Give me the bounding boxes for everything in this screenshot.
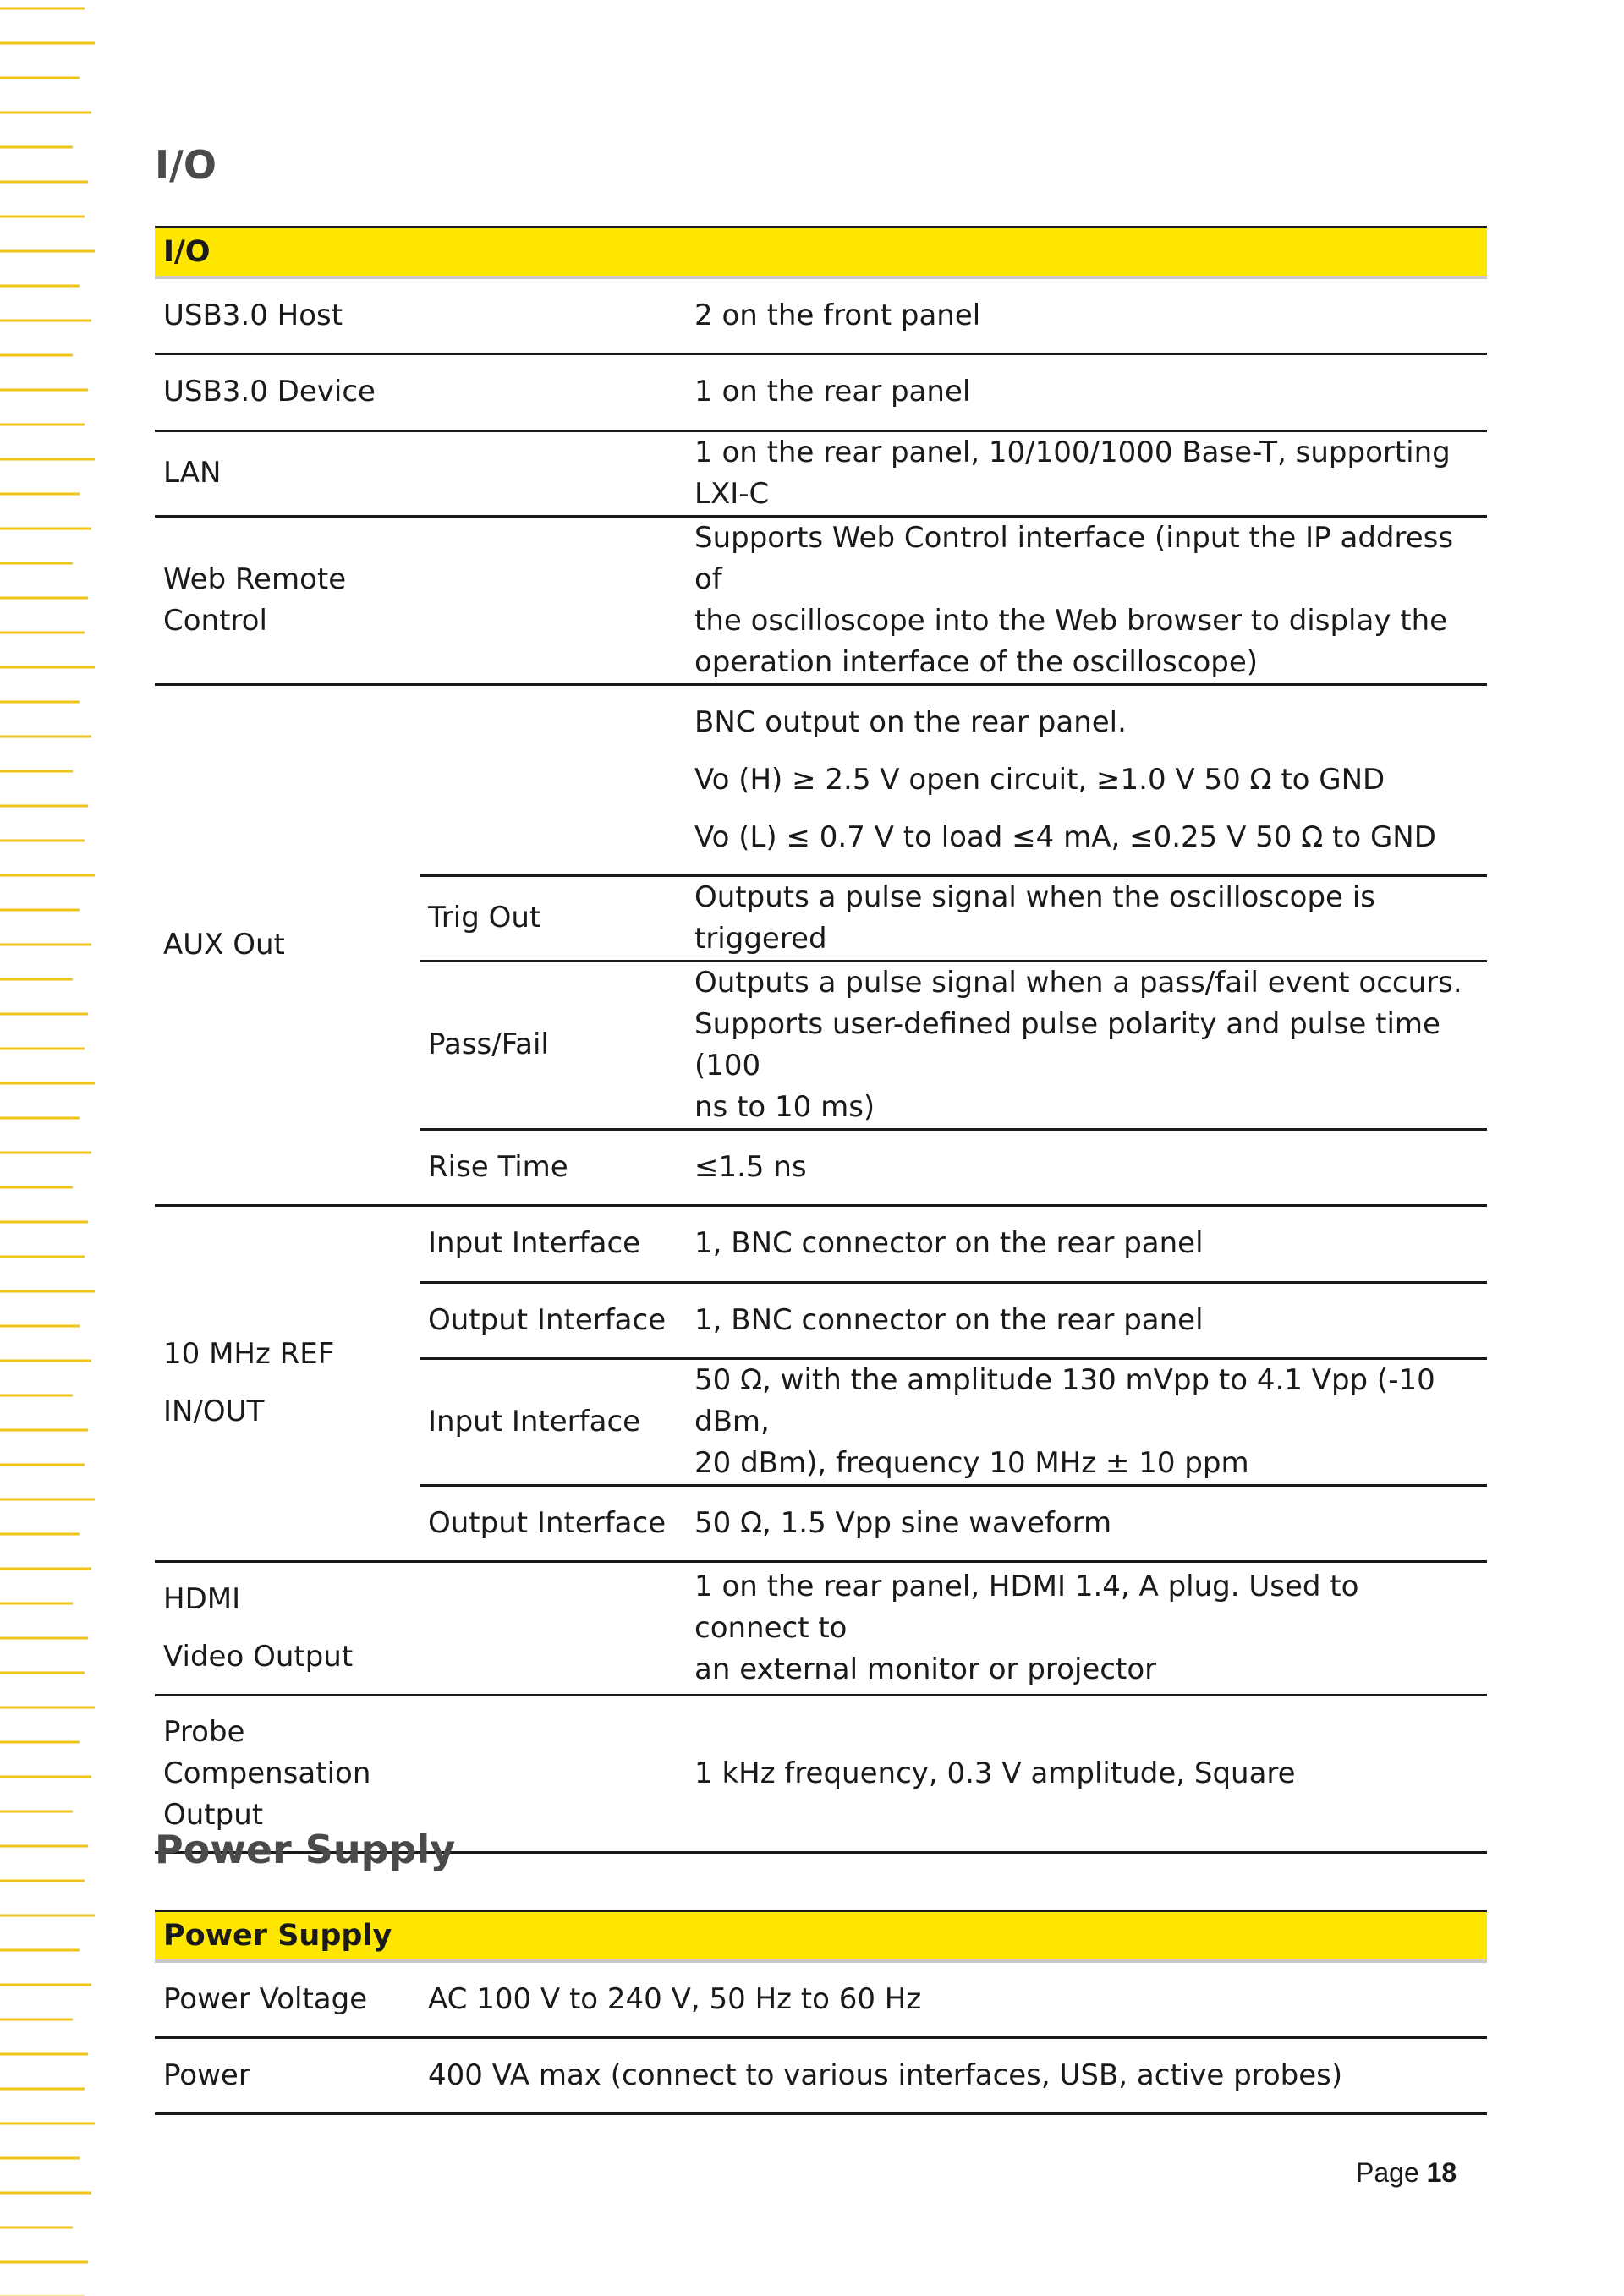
spec-value-line: BNC output on the rear panel.: [694, 704, 1127, 739]
spec-value-line: the oscilloscope into the Web browser to display the: [694, 603, 1448, 638]
spec-value-line: an external monitor or projector: [694, 1652, 1157, 1686]
spec-value: 50 Ω, 1.5 Vpp sine waveform: [686, 1485, 1487, 1561]
spec-value: 1 on the rear panel, 10/100/1000 Base-T, supporting LXI-C: [686, 430, 1487, 516]
spec-value: 1 on the rear panel: [686, 353, 1487, 430]
spec-value-line: operation interface of the oscilloscope): [694, 644, 1259, 679]
spec-value: ≤1.5 ns: [686, 1129, 1487, 1205]
spec-value-line: Supports Web Control interface (input the IP address of: [694, 520, 1454, 596]
spec-label: USB3.0 Host: [155, 277, 686, 353]
spec-label-line: Control: [163, 603, 267, 638]
spec-value-line: Outputs a pulse signal when a pass/fail event occurs.: [694, 965, 1462, 1000]
spec-label-line: 10 MHz REF: [163, 1337, 335, 1371]
spec-value: [686, 1358, 1487, 1485]
spec-sublabel: Output Interface: [420, 1282, 686, 1358]
spec-label-line: IN/OUT: [163, 1395, 265, 1428]
spec-label-aux-out: AUX Out: [155, 684, 420, 1205]
spec-sublabel: Input Interface: [420, 1205, 686, 1282]
spec-value: AC 100 V to 240 V, 50 Hz to 60 Hz: [420, 1961, 1487, 2037]
spec-sublabel: [420, 684, 686, 875]
spec-sublabel: Rise Time: [420, 1129, 686, 1205]
power-section-heading: Power Supply: [155, 1827, 456, 1872]
spec-label: Power Voltage: [155, 1961, 420, 2037]
power-spec-table: [155, 1910, 1487, 2115]
spec-value: [686, 961, 1487, 1129]
spec-value-line: 50 Ω, with the amplitude 130 mVpp to 4.1 Vpp (-10 dBm,: [694, 1362, 1435, 1438]
io-section-heading: I/O: [155, 142, 217, 188]
spec-label-line: Compensation: [163, 1756, 371, 1790]
spec-sublabel: Pass/Fail: [420, 961, 686, 1129]
table-row: [155, 1205, 1487, 1282]
spec-label-line: Video Output: [163, 1639, 354, 1674]
spec-value: [686, 516, 1487, 684]
spec-label: [155, 516, 686, 684]
page-number-value: 18: [1426, 2157, 1457, 2188]
spec-value-line: 1 on the rear panel, HDMI 1.4, A plug. Used to connect to: [694, 1569, 1359, 1645]
page-number: [1356, 2157, 1457, 2189]
spec-value: 400 VA max (connect to various interfaces, USB, active probes): [420, 2037, 1487, 2113]
io-spec-table: [155, 226, 1487, 1854]
io-table-header-row: [155, 227, 1487, 278]
spec-label: USB3.0 Device: [155, 353, 686, 430]
table-row: [155, 516, 1487, 684]
decorative-side-lines: [0, 0, 97, 2296]
spec-label-line: Output: [163, 1797, 264, 1832]
spec-value-line: Vo (H) ≥ 2.5 V open circuit, ≥1.0 V 50 Ω to GND: [694, 762, 1385, 797]
table-row: [155, 353, 1487, 430]
spec-value: 1, BNC connector on the rear panel: [686, 1205, 1487, 1282]
spec-value-line: 20 dBm), frequency 10 MHz ± 10 ppm: [694, 1445, 1249, 1480]
page-label: Page: [1356, 2157, 1419, 2188]
spec-label-line: HDMI: [163, 1581, 241, 1616]
spec-sublabel: Output Interface: [420, 1485, 686, 1561]
spec-label-line: Probe: [163, 1714, 245, 1749]
table-row: [155, 2037, 1487, 2113]
spec-value-line: Supports user-defined pulse polarity and pulse time (100: [694, 1006, 1440, 1082]
power-table-header: Power Supply: [155, 1911, 1487, 1962]
table-row: [155, 1961, 1487, 2037]
spec-sublabel: Trig Out: [420, 875, 686, 961]
spec-label: Power: [155, 2037, 420, 2113]
spec-label: LAN: [155, 430, 686, 516]
table-row: [155, 277, 1487, 353]
spec-label-line: Web Remote: [163, 562, 347, 596]
spec-value: [686, 684, 1487, 875]
spec-value: 1, BNC connector on the rear panel: [686, 1282, 1487, 1358]
power-table-header-row: [155, 1911, 1487, 1962]
spec-value: 1 kHz frequency, 0.3 V amplitude, Square: [686, 1695, 1487, 1852]
spec-label-10mhz-ref: [155, 1205, 420, 1561]
table-row: [155, 1561, 1487, 1695]
io-table-header: I/O: [155, 227, 1487, 278]
spec-value-line: ns to 10 ms): [694, 1089, 875, 1124]
spec-value-line: Vo (L) ≤ 0.7 V to load ≤4 mA, ≤0.25 V 50 Ω to GND: [694, 819, 1436, 854]
spec-value: [686, 1561, 1487, 1695]
spec-value: 2 on the front panel: [686, 277, 1487, 353]
spec-sublabel: Input Interface: [420, 1358, 686, 1485]
table-row: [155, 684, 1487, 875]
table-row: [155, 430, 1487, 516]
spec-value: Outputs a pulse signal when the oscilloscope is triggered: [686, 875, 1487, 961]
spec-label: [155, 1561, 686, 1695]
